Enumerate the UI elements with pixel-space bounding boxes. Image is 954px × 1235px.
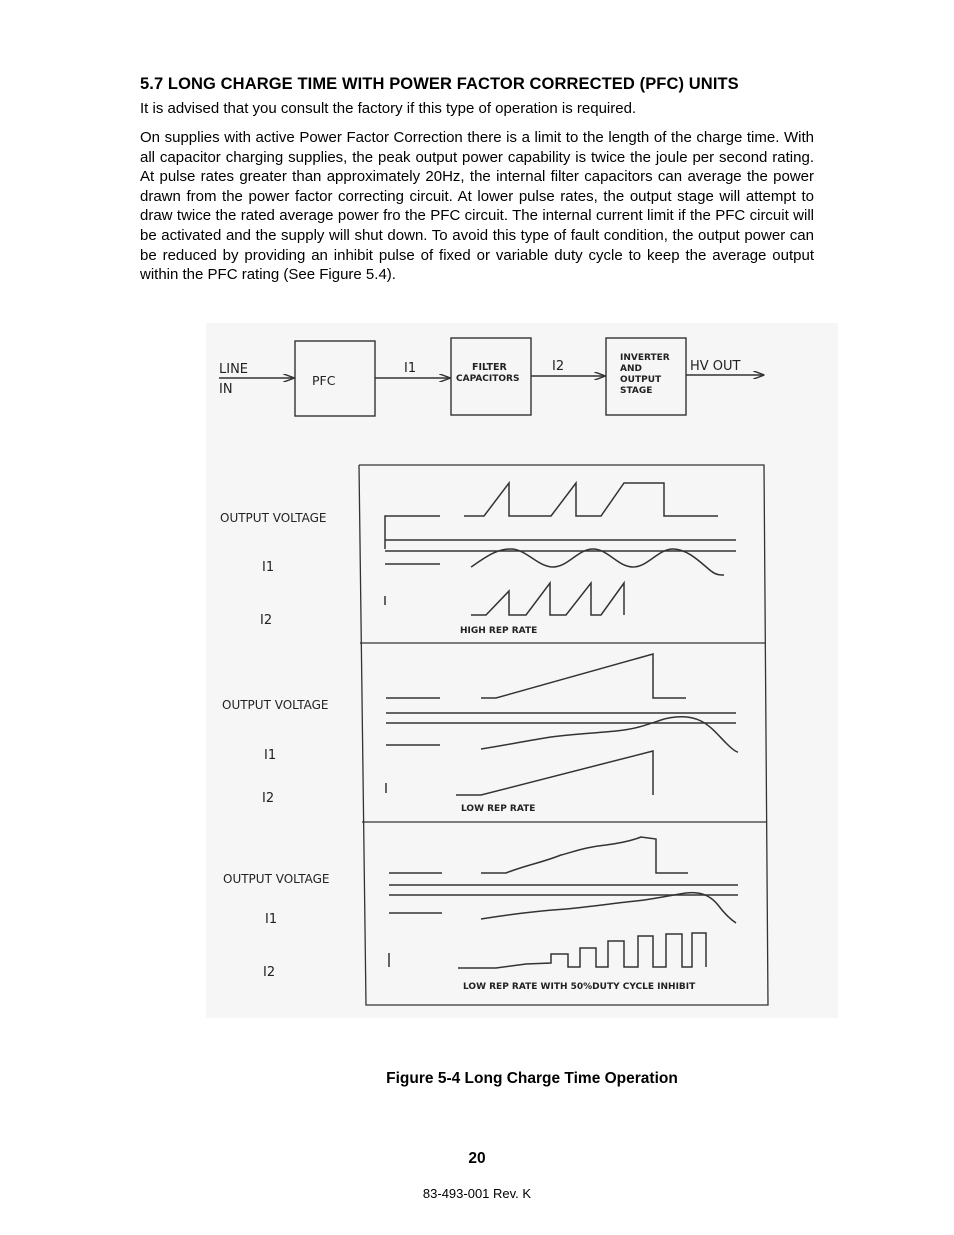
pfc-label: PFC — [312, 373, 336, 388]
panel3-i2-label: I2 — [263, 965, 276, 980]
figure-caption: Figure 5-4 Long Charge Time Operation — [386, 1070, 678, 1087]
i2-signal-label: I2 — [552, 359, 565, 374]
stage-label: STAGE — [620, 386, 653, 396]
panel1-output-voltage-label: OUTPUT VOLTAGE — [220, 511, 327, 525]
panel2-i1-label: I1 — [264, 748, 277, 763]
body-paragraph: On supplies with active Power Factor Correction there is a limit to the length of the charge time. With all capacitor charging supplies, the peak output power capability is twice the joule per second rating. At pulse rates greater than approximately 20Hz, the internal filter capacitors can average the power drawn from the power factor correcting circuit. At lower pulse rates, the output stage will attempt to draw twice the rated average power fro the PFC circuit. The internal current limit if the PFC circuit will be activated and the supply will shut down. To avoid this type of fault condition, the output power can be reduced by providing an inhibit pulse of fixed or variable duty cycle to keep the average output within the PFC rating (See Figure 5.4). — [140, 129, 814, 284]
panel3-caption: LOW REP RATE WITH 50%DUTY CYCLE INHIBIT — [463, 982, 696, 992]
document-number: 83-493-001 Rev. K — [422, 1186, 532, 1201]
output-label: OUTPUT — [620, 375, 662, 385]
filter-label: FILTER — [472, 362, 507, 373]
panel3-output-voltage-label: OUTPUT VOLTAGE — [223, 872, 330, 886]
panel1-caption: HIGH REP RATE — [460, 626, 538, 636]
panel2-caption: LOW REP RATE — [461, 804, 536, 814]
line-label: LINE — [219, 362, 249, 377]
hv-out-label: HV OUT — [690, 359, 741, 374]
figure-drawing — [206, 323, 838, 1018]
section-heading: 5.7 LONG CHARGE TIME WITH POWER FACTOR CORRECTED (PFC) UNITS — [140, 75, 739, 93]
page-number: 20 — [468, 1150, 486, 1167]
panel1-i2-label: I2 — [260, 613, 273, 628]
figure-5-4 — [206, 323, 838, 1018]
capacitors-label: CAPACITORS — [456, 374, 520, 384]
panel1-i1-label: I1 — [262, 560, 275, 575]
intro-paragraph: It is advised that you consult the factory if this type of operation is required. — [140, 100, 637, 117]
panel2-i2-label: I2 — [262, 791, 275, 806]
in-label: IN — [219, 382, 233, 397]
panel3-i1-label: I1 — [265, 912, 278, 927]
panel2-output-voltage-label: OUTPUT VOLTAGE — [222, 698, 329, 712]
inverter-label: INVERTER — [620, 353, 670, 363]
and-label: AND — [620, 364, 642, 374]
i1-signal-label: I1 — [404, 361, 417, 376]
